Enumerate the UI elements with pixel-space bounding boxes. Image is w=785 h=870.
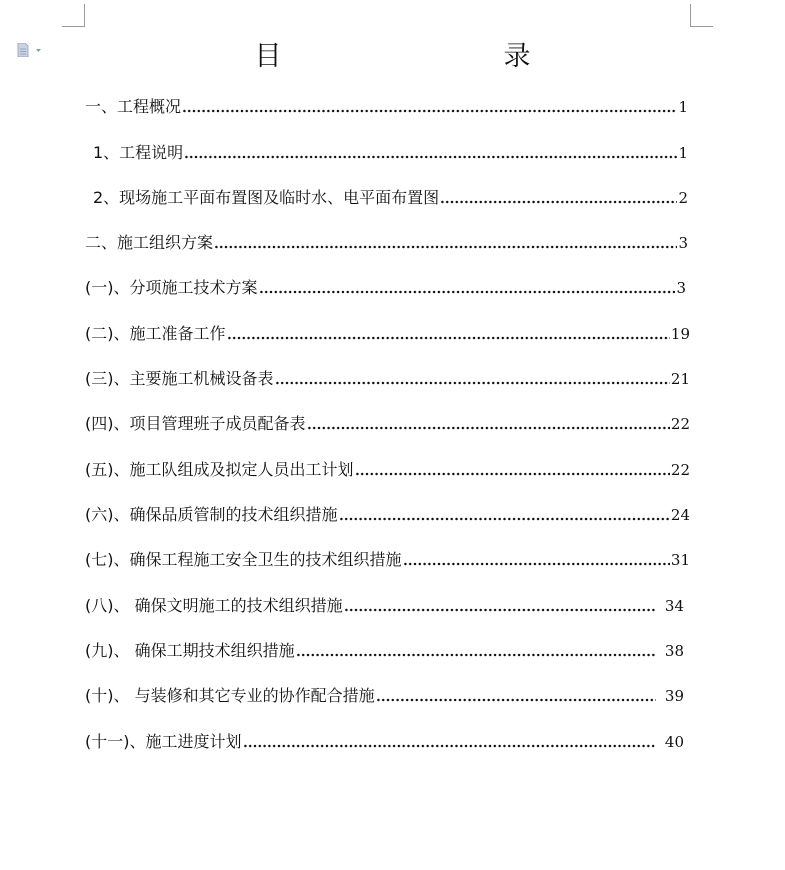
toc-leader-dots — [259, 277, 676, 299]
toc-entry-text: 2、现场施工平面布置图及临时水、电平面布置图 — [93, 188, 440, 207]
toc-entry-text: (八)、 确保文明施工的技术组织措施 — [85, 596, 343, 615]
toc-entry-text: 二、施工组织方案 — [85, 233, 214, 252]
toc-entry[interactable] — [85, 277, 686, 299]
toc-leader-dots — [243, 731, 656, 753]
toc-leader-dots — [339, 504, 670, 526]
toc-entry-page: 1 — [678, 98, 688, 116]
toc-entry[interactable] — [85, 504, 690, 526]
toc-leader-dots — [440, 187, 677, 209]
toc-entry-text: (十)、 与装修和其它专业的协作配合措施 — [85, 686, 375, 705]
toc-entry-page: 3 — [678, 234, 688, 252]
toc-leader-dots — [275, 368, 670, 390]
toc-entry-text: (七)、确保工程施工安全卫生的技术组织措施 — [85, 550, 402, 569]
toc-entry-page: 24 — [670, 506, 690, 524]
toc-entry[interactable] — [85, 640, 684, 662]
toc-entry-text: (一)、分项施工技术方案 — [85, 278, 258, 297]
toc-entry[interactable] — [85, 459, 690, 481]
toc-leader-dots — [296, 640, 656, 662]
toc-leader-dots — [376, 685, 656, 707]
toc-entry-text: (六)、确保品质管制的技术组织措施 — [85, 505, 338, 524]
toc-leader-dots — [182, 96, 677, 118]
toc-entry[interactable] — [85, 368, 690, 390]
toc-entry-page: 3 — [676, 279, 686, 297]
toc-entry[interactable] — [85, 96, 688, 118]
toc-leader-dots — [403, 549, 670, 571]
toc-entry[interactable] — [85, 595, 684, 617]
toc-entry-text: (五)、施工队组成及拟定人员出工计划 — [85, 460, 354, 479]
margin-corner-top-right — [690, 4, 713, 27]
toc-leader-dots — [344, 595, 656, 617]
toc-entry-page: 19 — [670, 325, 690, 343]
toc-entry-page: 22 — [670, 415, 690, 433]
toc-entry-page: 1 — [678, 144, 688, 162]
toc-entry[interactable] — [85, 323, 690, 345]
toc-entry-page: 21 — [670, 370, 690, 388]
toc-entry[interactable] — [85, 731, 684, 753]
toc-entry[interactable] — [93, 187, 688, 209]
toc-leader-dots — [214, 232, 677, 254]
toc-entry[interactable] — [85, 413, 690, 435]
toc-entry-page: 39 — [664, 687, 684, 705]
toc-leader-dots — [307, 413, 670, 435]
toc-entry-page: 22 — [670, 461, 690, 479]
toc-entry-text: (十一)、施工进度计划 — [85, 732, 242, 751]
toc-leader-dots — [184, 142, 677, 164]
toc-entry[interactable] — [85, 685, 684, 707]
toc-entry-text: (三)、主要施工机械设备表 — [85, 369, 274, 388]
toc-entry[interactable] — [85, 549, 690, 571]
toc-entry-text: 一、工程概况 — [85, 97, 182, 116]
toc-entry-page: 31 — [670, 551, 690, 569]
toc-entry-page: 38 — [664, 642, 684, 660]
toc-entry[interactable] — [85, 232, 688, 254]
toc-entry-text: (二)、施工准备工作 — [85, 324, 226, 343]
page-title: 目 录 — [254, 41, 587, 72]
toc-entry-text: 1、工程说明 — [93, 143, 184, 162]
toc-leader-dots — [355, 459, 670, 481]
toc-entry-page: 2 — [678, 189, 688, 207]
toc-entry-text: (四)、项目管理班子成员配备表 — [85, 414, 306, 433]
toc-entry-page: 40 — [664, 733, 684, 751]
toc-entry-page: 34 — [664, 597, 684, 615]
toc-entry[interactable] — [93, 142, 688, 164]
toc-entry-text: (九)、 确保工期技术组织措施 — [85, 641, 295, 660]
margin-corner-top-left — [62, 4, 85, 27]
toc-leader-dots — [227, 323, 670, 345]
